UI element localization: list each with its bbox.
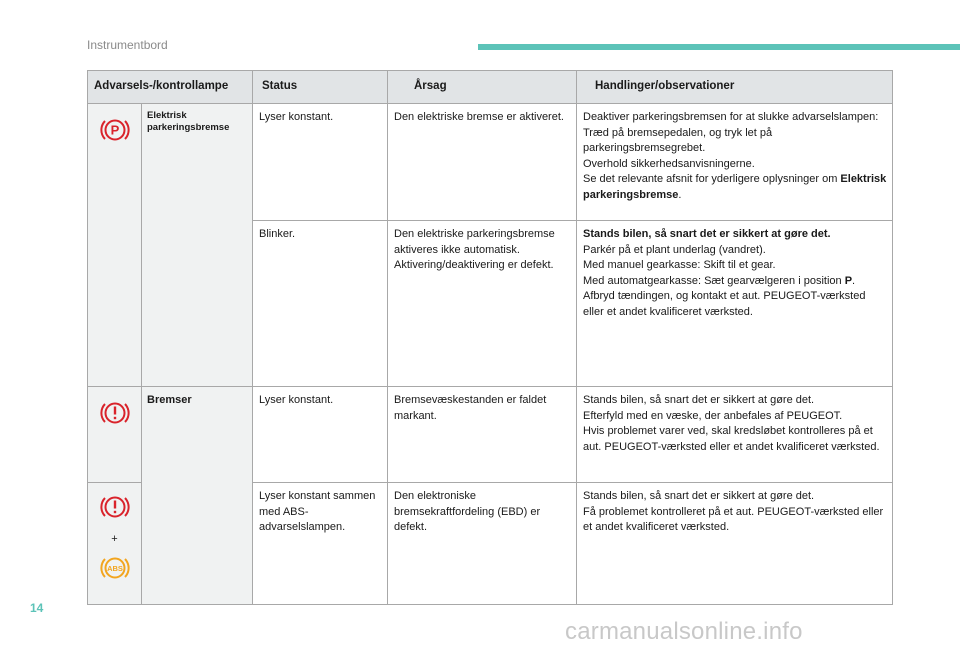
- action-line: [583, 274, 887, 290]
- warning-lamp-table: [87, 70, 893, 605]
- status-text: Lyser konstant sammen med ABS-advarselslampen.: [253, 483, 388, 605]
- page-number: 14: [30, 601, 44, 615]
- action-line: Med manuel gearkasse: Skift til et gear.: [583, 259, 776, 271]
- table-header-row: [88, 71, 893, 104]
- action-line: Afbryd tændingen, og kontakt et aut. PEUGEOT-værksted eller et andet kvalificeret værksted.: [583, 290, 866, 318]
- abs-label: ABS: [106, 564, 123, 573]
- column-header-status: Status: [253, 71, 388, 104]
- action-line: Få problemet kontrolleret på et aut. PEUGEOT-værksted eller et andet kvalificeret værksted.: [583, 505, 884, 533]
- abs-warning-icon: [98, 553, 132, 589]
- parking-brake-icon-cell: [88, 104, 142, 387]
- action-line: Stands bilen, så snart det er sikkert at gøre det.: [583, 394, 815, 406]
- status-text: Lyser konstant.: [253, 387, 388, 483]
- lamp-name-parking-brake: Elektrisk parkeringsbremse: [142, 104, 253, 387]
- action-line: [583, 172, 887, 203]
- action-text: [577, 104, 893, 221]
- cause-text: Den elektroniske bremsekraftfordeling (EBD) er defekt.: [388, 483, 577, 605]
- cause-text: Bremsevæskestanden er faldet markant.: [388, 387, 577, 483]
- action-text: [577, 221, 893, 387]
- punctuation: .: [678, 188, 682, 201]
- action-line: Overhold sikkerhedsanvisningerne.: [583, 157, 755, 170]
- table-row: [88, 104, 893, 221]
- manual-section-reference: Elektrisk parkeringsbremse: [583, 173, 887, 201]
- action-text: [577, 483, 893, 605]
- action-line: Hvis problemet varer ved, skal kredsløbet kontrolleres på et aut. PEUGEOT-værksted eller et andet kvalificeret værksted.: [583, 425, 880, 453]
- brake-warning-icon: [98, 492, 132, 528]
- column-header-lamp: Advarsels-/kontrollampe: [88, 71, 253, 104]
- action-line: Stands bilen, så snart det er sikkert at gøre det.: [583, 490, 815, 502]
- cause-text: [388, 221, 577, 387]
- action-line-emphasis: Stands bilen, så snart det er sikkert at gøre det.: [583, 228, 831, 240]
- gear-position-p: P: [844, 274, 853, 287]
- column-header-action: Handlinger/observationer: [577, 71, 893, 104]
- watermark: carmanualsonline.info: [565, 618, 803, 645]
- svg-text:P: P: [110, 122, 119, 138]
- brake-icon-cell: [88, 387, 142, 483]
- plus-sign: +: [111, 532, 118, 545]
- column-header-cause: Årsag: [388, 71, 577, 104]
- action-line-text: Med automatgearkasse: Sæt gearvælgeren i position: [583, 274, 845, 287]
- action-text: [577, 387, 893, 483]
- action-line: Efterfyld med en væske, der anbefales af PEUGEOT.: [583, 409, 843, 422]
- status-text: Blinker.: [253, 221, 388, 387]
- section-title: Instrumentbord: [87, 38, 168, 52]
- action-line-text: Se det relevante afsnit for yderligere oplysninger om: [583, 173, 838, 185]
- cause-line: Aktivering/deaktivering er defekt.: [394, 259, 554, 271]
- parking-brake-warning-icon: [98, 115, 132, 151]
- lamp-name-brakes: Bremser: [142, 387, 253, 605]
- brake-abs-icon-cell: [88, 483, 142, 605]
- section-accent-bar: [478, 44, 960, 50]
- cause-line: Den elektriske parkeringsbremse aktiveres ikke automatisk.: [394, 228, 555, 256]
- table-row: [88, 387, 893, 483]
- action-line: Parkér på et plant underlag (vandret).: [583, 243, 766, 256]
- status-text: Lyser konstant.: [253, 104, 388, 221]
- brake-warning-icon: [98, 398, 132, 434]
- cause-text: Den elektriske bremse er aktiveret.: [388, 104, 577, 221]
- action-line: Deaktiver parkeringsbremsen for at slukke advarselslampen: Træd på bremsepedalen, og tryk let på parkeringsbremsegrebet.: [583, 111, 879, 154]
- punctuation: .: [852, 274, 856, 287]
